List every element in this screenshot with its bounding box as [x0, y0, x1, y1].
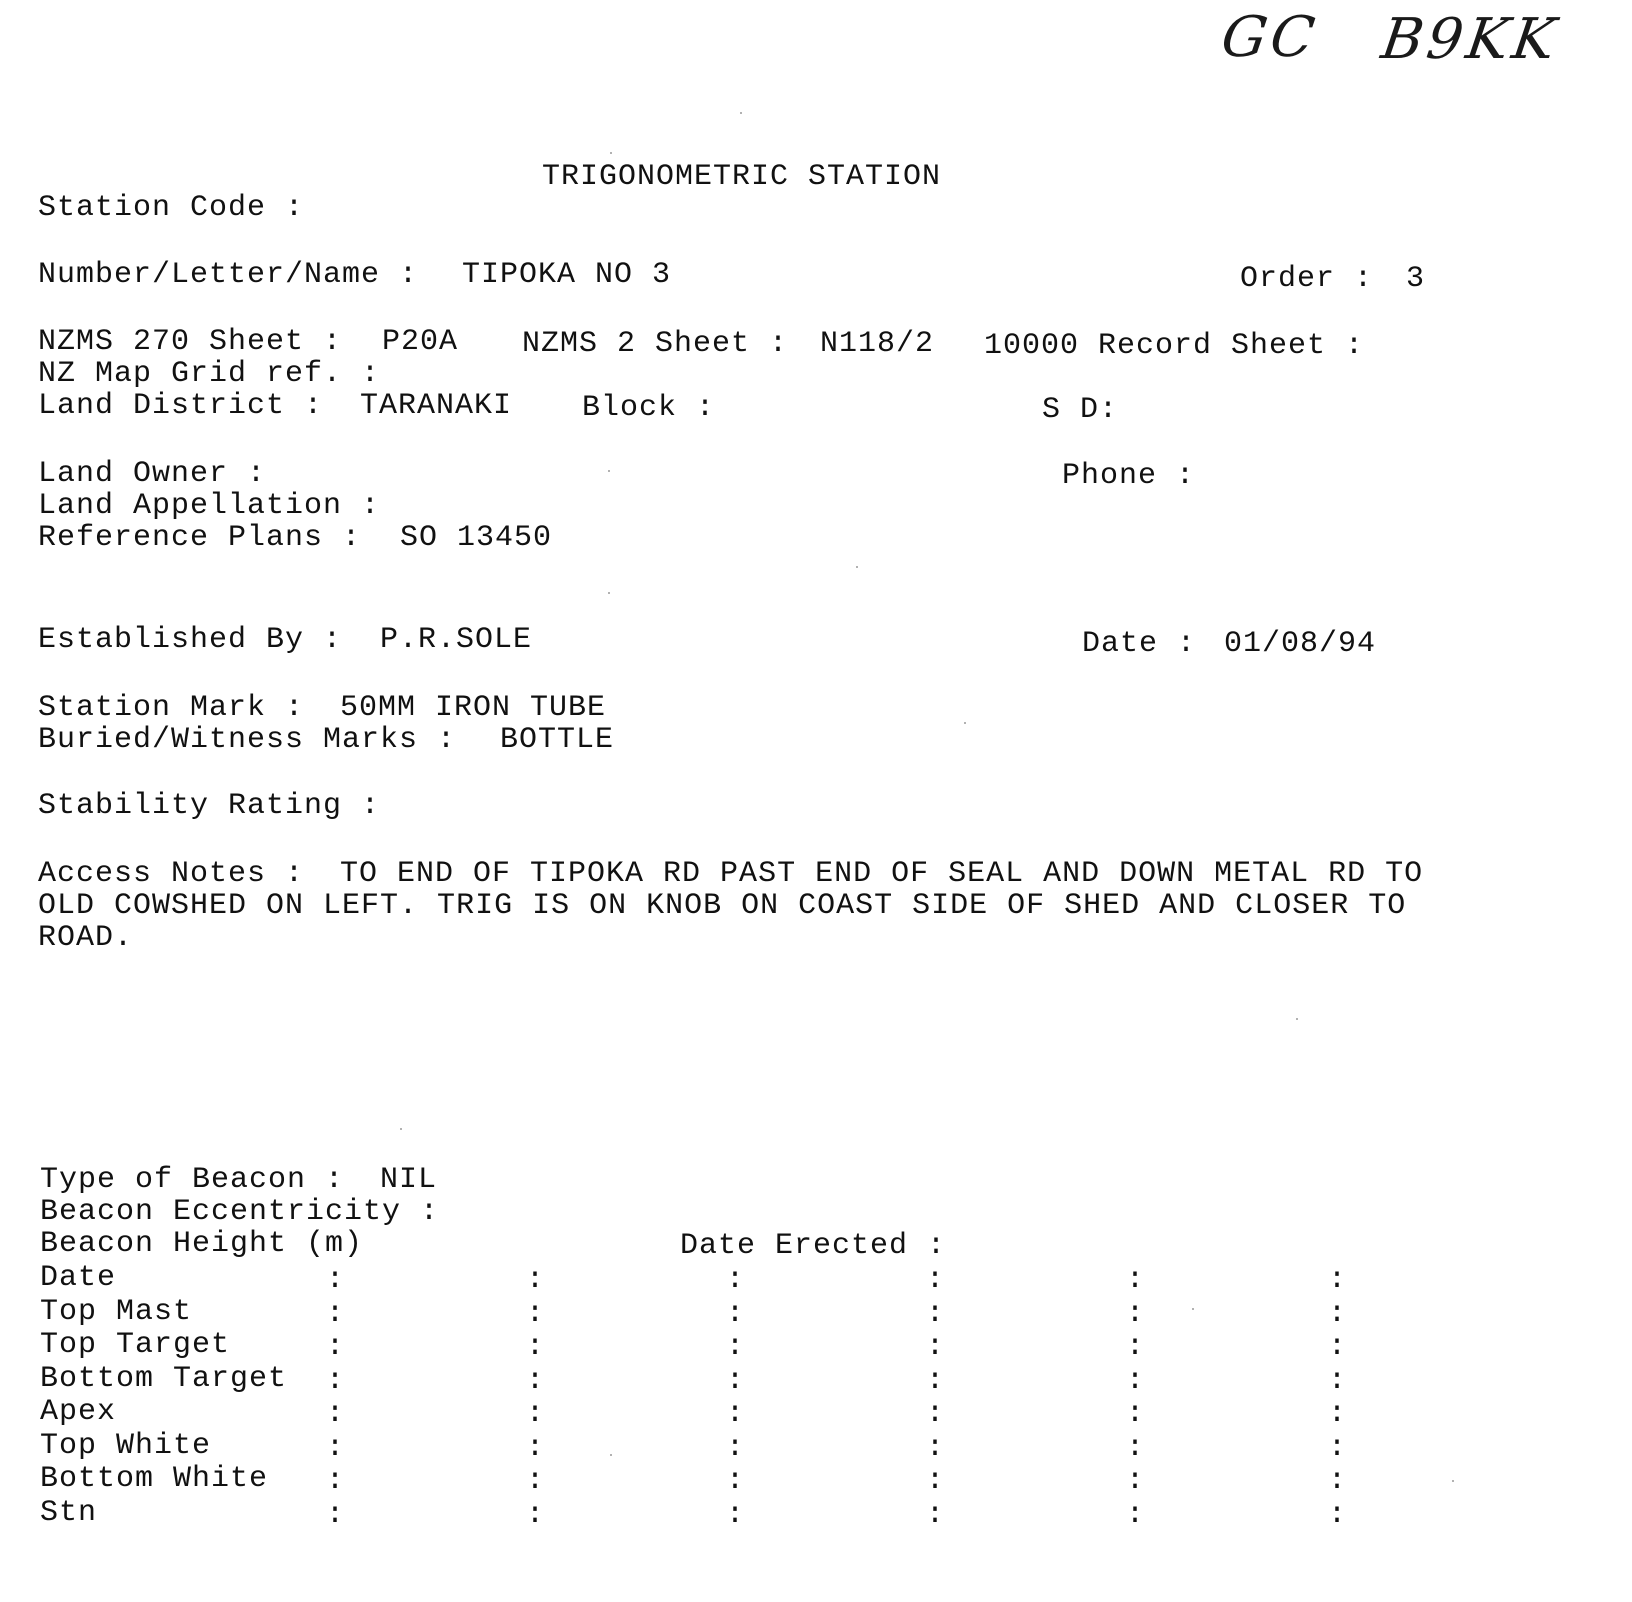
scan-speck [400, 1128, 402, 1130]
phone-label: Phone : [1062, 459, 1196, 493]
beacon-cell-separator: : [926, 1397, 945, 1431]
scan-speck [964, 722, 966, 724]
beacon-cell-separator: : [1126, 1464, 1145, 1498]
scan-speck [1296, 1018, 1298, 1020]
page-title: TRIGONOMETRIC STATION [542, 160, 942, 194]
access-notes-line: ROAD. [38, 921, 134, 955]
beacon-cell-separator: : [1126, 1263, 1145, 1297]
beacon-cell-separator: : [726, 1297, 745, 1331]
beacon-cell-separator: : [1126, 1498, 1145, 1532]
beacon-cell-separator: : [326, 1364, 345, 1398]
beacon-row-label: Bottom White [40, 1462, 269, 1496]
date-label: Date : [1082, 627, 1197, 661]
record-sheet-label: 10000 Record Sheet : [984, 329, 1365, 363]
scan-speck [608, 470, 610, 472]
established-by-label: Established By : [38, 623, 343, 657]
beacon-cell-separator: : [726, 1464, 745, 1498]
beacon-cell-separator: : [526, 1431, 545, 1465]
number-name-value: TIPOKA NO 3 [462, 258, 672, 292]
beacon-eccentricity-label: Beacon Eccentricity : [40, 1195, 440, 1229]
beacon-row-label: Date [40, 1261, 117, 1295]
beacon-cell-separator: : [526, 1464, 545, 1498]
reference-plans-value: SO 13450 [400, 521, 553, 555]
order-value: 3 [1406, 262, 1426, 296]
beacon-cell-separator: : [926, 1464, 945, 1498]
access-notes-line: OLD COWSHED ON LEFT. TRIG IS ON KNOB ON COAST SIDE OF SHED AND CLOSER TO [38, 889, 1407, 923]
beacon-cell-separator: : [926, 1263, 945, 1297]
buried-marks-value: BOTTLE [500, 723, 615, 757]
beacon-row-label: Top White [40, 1429, 212, 1463]
beacon-cell-separator: : [726, 1431, 745, 1465]
beacon-row-label: Apex [40, 1395, 117, 1429]
beacon-cell-separator: : [326, 1431, 345, 1465]
number-name-label: Number/Letter/Name : [38, 258, 419, 292]
beacon-cell-separator: : [526, 1263, 545, 1297]
scan-speck [608, 592, 610, 594]
reference-plans-label: Reference Plans : [38, 521, 362, 555]
beacon-cell-separator: : [1328, 1431, 1347, 1465]
beacon-cell-separator: : [726, 1263, 745, 1297]
beacon-cell-separator: : [326, 1330, 345, 1364]
land-district-value: TARANAKI [360, 389, 513, 423]
beacon-cell-separator: : [326, 1397, 345, 1431]
beacon-cell-separator: : [1126, 1364, 1145, 1398]
beacon-cell-separator: : [526, 1330, 545, 1364]
handwritten-ref: B9KK [1377, 7, 1564, 72]
beacon-cell-separator: : [326, 1464, 345, 1498]
land-district-label: Land District : [38, 389, 324, 423]
scan-speck [856, 566, 858, 568]
handwritten-code: GC [1217, 5, 1323, 70]
beacon-cell-separator: : [1328, 1263, 1347, 1297]
beacon-type-value: NIL [380, 1163, 438, 1197]
beacon-cell-separator: : [926, 1431, 945, 1465]
beacon-cell-separator: : [526, 1397, 545, 1431]
beacon-cell-separator: : [1126, 1397, 1145, 1431]
access-notes-label: Access Notes : [38, 857, 305, 891]
scan-speck [1452, 1480, 1454, 1482]
beacon-cell-separator: : [926, 1498, 945, 1532]
beacon-row-label: Stn [40, 1496, 98, 1530]
beacon-cell-separator: : [1328, 1464, 1347, 1498]
station-code-label: Station Code : [38, 191, 305, 225]
nzms2-label: NZMS 2 Sheet : [522, 327, 789, 361]
scan-speck [740, 112, 742, 114]
access-notes-line: TO END OF TIPOKA RD PAST END OF SEAL AND DOWN METAL RD TO [340, 857, 1424, 891]
nzms2-value: N118/2 [820, 327, 935, 361]
scan-speck [610, 1454, 612, 1456]
beacon-cell-separator: : [926, 1297, 945, 1331]
beacon-cell-separator: : [1126, 1431, 1145, 1465]
sd-label: S D: [1042, 393, 1119, 427]
beacon-cell-separator: : [1328, 1330, 1347, 1364]
beacon-row-label: Bottom Target [40, 1362, 288, 1396]
beacon-row-label: Top Mast [40, 1295, 193, 1329]
buried-marks-label: Buried/Witness Marks : [38, 723, 457, 757]
beacon-cell-separator: : [526, 1498, 545, 1532]
beacon-cell-separator: : [526, 1297, 545, 1331]
beacon-cell-separator: : [726, 1397, 745, 1431]
beacon-cell-separator: : [326, 1498, 345, 1532]
beacon-cell-separator: : [926, 1364, 945, 1398]
beacon-cell-separator: : [1328, 1498, 1347, 1532]
scan-speck [1192, 1308, 1194, 1310]
beacon-cell-separator: : [526, 1364, 545, 1398]
date-value: 01/08/94 [1224, 627, 1377, 661]
nzms270-label: NZMS 270 Sheet : [38, 325, 343, 359]
beacon-row-label: Top Target [40, 1328, 231, 1362]
land-owner-label: Land Owner : [38, 457, 267, 491]
beacon-cell-separator: : [726, 1498, 745, 1532]
land-appellation-label: Land Appellation : [38, 489, 381, 523]
station-mark-label: Station Mark : [38, 691, 305, 725]
date-erected-label: Date Erected : [680, 1229, 947, 1263]
beacon-cell-separator: : [1126, 1297, 1145, 1331]
stability-label: Stability Rating : [38, 789, 381, 823]
block-label: Block : [582, 391, 716, 425]
beacon-cell-separator: : [726, 1330, 745, 1364]
nzms270-value: P20A [382, 325, 459, 359]
beacon-height-label: Beacon Height (m) [40, 1227, 364, 1261]
scan-speck [610, 152, 612, 154]
order-label: Order : [1240, 262, 1374, 296]
beacon-cell-separator: : [1126, 1330, 1145, 1364]
beacon-cell-separator: : [326, 1297, 345, 1331]
beacon-cell-separator: : [326, 1263, 345, 1297]
beacon-type-label: Type of Beacon : [40, 1163, 345, 1197]
station-mark-value: 50MM IRON TUBE [340, 691, 607, 725]
beacon-cell-separator: : [726, 1364, 745, 1398]
beacon-cell-separator: : [926, 1330, 945, 1364]
beacon-cell-separator: : [1328, 1397, 1347, 1431]
beacon-cell-separator: : [1328, 1364, 1347, 1398]
beacon-cell-separator: : [1328, 1297, 1347, 1331]
established-by-value: P.R.SOLE [380, 623, 533, 657]
map-grid-label: NZ Map Grid ref. : [38, 357, 381, 391]
